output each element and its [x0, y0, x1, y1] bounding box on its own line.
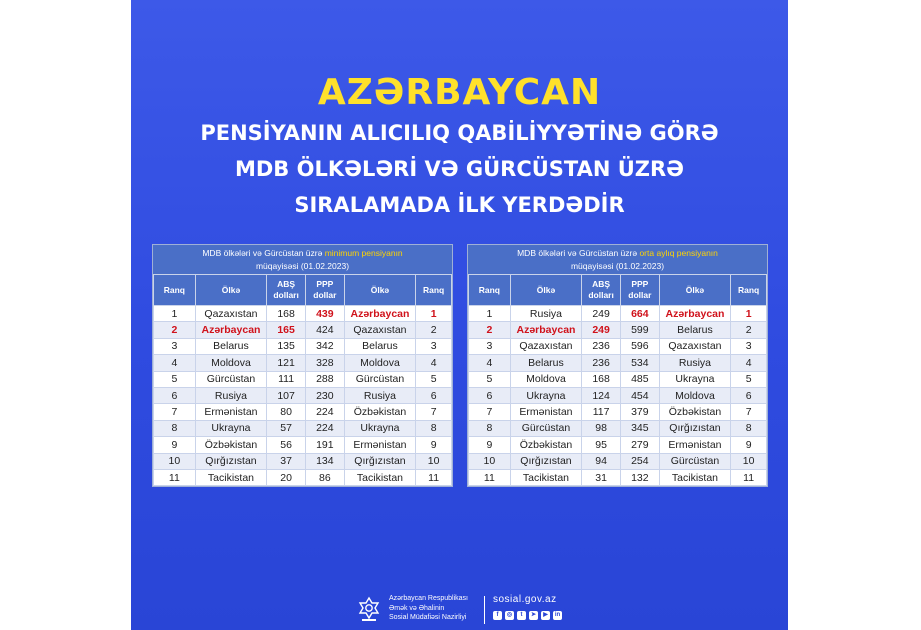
table-caption: [468, 245, 767, 274]
country-ppp-cell: Moldova: [344, 355, 416, 371]
ppp-cell: 342: [305, 338, 344, 354]
usd-cell: 95: [582, 437, 621, 453]
country-ppp-cell: Belarus: [344, 338, 416, 354]
usd-cell: 107: [267, 387, 306, 403]
col-rank: Ranq: [469, 275, 511, 306]
country-ppp-cell: Azərbaycan: [344, 306, 416, 322]
rank-ppp-cell: 3: [416, 338, 452, 354]
country-cell: Qazaxıstan: [510, 338, 582, 354]
country-ppp-cell: Gürcüstan: [659, 453, 731, 469]
ppp-cell: 599: [620, 322, 659, 338]
caption-text: MDB ölkələri və Gürcüstan üzrə: [202, 248, 325, 258]
ppp-cell: 485: [620, 371, 659, 387]
table-row: [154, 437, 452, 453]
country-cell: Ermənistan: [510, 404, 582, 420]
usd-cell: 168: [582, 371, 621, 387]
caption-text: MDB ölkələri və Gürcüstan üzrə: [517, 248, 640, 258]
rank-ppp-cell: 4: [416, 355, 452, 371]
country-ppp-cell: Qırğızıstan: [659, 420, 731, 436]
table-row: [154, 453, 452, 469]
country-cell: Qazaxıstan: [195, 306, 267, 322]
rank-cell: 3: [469, 338, 511, 354]
col-country-ppp: Ölkə: [659, 275, 731, 306]
country-cell: Azərbaycan: [510, 322, 582, 338]
table-row: [469, 371, 767, 387]
country-cell: Rusiya: [510, 306, 582, 322]
rank-cell: 10: [469, 453, 511, 469]
rank-cell: 11: [469, 469, 511, 485]
rank-ppp-cell: 2: [416, 322, 452, 338]
usd-cell: 57: [267, 420, 306, 436]
rank-cell: 9: [154, 437, 196, 453]
table-caption: [153, 245, 452, 274]
ppp-cell: 132: [620, 469, 659, 485]
rank-cell: 6: [154, 387, 196, 403]
ppp-cell: 224: [305, 404, 344, 420]
ppp-cell: 288: [305, 371, 344, 387]
ppp-cell: 596: [620, 338, 659, 354]
ppp-cell: 454: [620, 387, 659, 403]
table-row: [154, 404, 452, 420]
country-ppp-cell: Ukrayna: [344, 420, 416, 436]
col-country: Ölkə: [510, 275, 582, 306]
footer-divider: [484, 596, 485, 624]
social-links: [493, 611, 562, 620]
ppp-cell: 191: [305, 437, 344, 453]
table-row: [154, 469, 452, 485]
ppp-cell: 328: [305, 355, 344, 371]
ministry-name-line: Əmək və Əhalinin: [389, 604, 445, 612]
main-title: AZƏRBAYCAN: [317, 72, 602, 113]
table-body: [154, 306, 452, 486]
rank-cell: 2: [469, 322, 511, 338]
average-pension-table: [467, 244, 768, 487]
ministry-logo-icon: [357, 596, 381, 622]
table-row: [154, 322, 452, 338]
country-cell: Qırğızıstan: [195, 453, 267, 469]
rank-cell: 8: [469, 420, 511, 436]
col-country: Ölkə: [195, 275, 267, 306]
rank-ppp-cell: 11: [416, 469, 452, 485]
table-row: [469, 322, 767, 338]
rank-cell: 5: [469, 371, 511, 387]
footer: [131, 592, 788, 630]
rank-ppp-cell: 10: [416, 453, 452, 469]
country-ppp-cell: Özbəkistan: [659, 404, 731, 420]
col-country-ppp: Ölkə: [344, 275, 416, 306]
col-ppp: PPP dollar: [305, 275, 344, 306]
col-rank-ppp: Ranq: [416, 275, 452, 306]
header-row: [154, 275, 452, 306]
rank-cell: 1: [154, 306, 196, 322]
ppp-cell: 439: [305, 306, 344, 322]
ppp-cell: 254: [620, 453, 659, 469]
ministry-name: [389, 594, 468, 623]
usd-cell: 94: [582, 453, 621, 469]
rank-cell: 8: [154, 420, 196, 436]
table-row: [469, 387, 767, 403]
col-rank-ppp: Ranq: [731, 275, 767, 306]
col-ppp: PPP dollar: [620, 275, 659, 306]
country-ppp-cell: Tacikistan: [659, 469, 731, 485]
rank-cell: 3: [154, 338, 196, 354]
country-cell: Rusiya: [195, 387, 267, 403]
country-ppp-cell: Moldova: [659, 387, 731, 403]
subtitle-line-1: PENSİYANIN ALICILIQ QABİLİYYƏTİNƏ GÖRƏ: [200, 121, 719, 145]
country-ppp-cell: Gürcüstan: [344, 371, 416, 387]
col-rank: Ranq: [154, 275, 196, 306]
caption-date: müqayisəsi (01.02.2023): [570, 261, 665, 271]
country-cell: Moldova: [510, 371, 582, 387]
rank-cell: 6: [469, 387, 511, 403]
country-ppp-cell: Ermənistan: [344, 437, 416, 453]
linkedin-icon[interactable]: in: [554, 612, 561, 618]
website-link[interactable]: sosial.gov.az: [493, 594, 557, 605]
usd-cell: 31: [582, 469, 621, 485]
country-ppp-cell: Ukrayna: [659, 371, 731, 387]
rank-cell: 7: [469, 404, 511, 420]
rank-ppp-cell: 11: [731, 469, 767, 485]
usd-cell: 37: [267, 453, 306, 469]
table-row: [469, 453, 767, 469]
rank-ppp-cell: 8: [416, 420, 452, 436]
country-ppp-cell: Tacikistan: [344, 469, 416, 485]
ppp-cell: 534: [620, 355, 659, 371]
col-usd: ABŞ dolları: [582, 275, 621, 306]
country-ppp-cell: Özbəkistan: [344, 404, 416, 420]
usd-cell: 80: [267, 404, 306, 420]
col-usd: ABŞ dolları: [267, 275, 306, 306]
country-ppp-cell: Rusiya: [344, 387, 416, 403]
ppp-cell: 345: [620, 420, 659, 436]
usd-cell: 249: [582, 322, 621, 338]
table-row: [154, 306, 452, 322]
header-row: [469, 275, 767, 306]
usd-cell: 124: [582, 387, 621, 403]
youtube-icon[interactable]: ▶: [541, 611, 550, 620]
table-row: [469, 420, 767, 436]
table-row: [154, 387, 452, 403]
rank-cell: 5: [154, 371, 196, 387]
table-row: [469, 437, 767, 453]
rank-ppp-cell: 10: [731, 453, 767, 469]
subtitle-line-3: SIRALAMADA İLK YERDƏDİR: [294, 193, 625, 217]
rank-cell: 9: [469, 437, 511, 453]
rank-cell: 7: [154, 404, 196, 420]
caption-date: müqayisəsi (01.02.2023): [255, 261, 350, 271]
country-ppp-cell: Belarus: [659, 322, 731, 338]
rank-ppp-cell: 2: [731, 322, 767, 338]
rank-cell: 10: [154, 453, 196, 469]
rank-ppp-cell: 5: [416, 371, 452, 387]
country-cell: Tacikistan: [510, 469, 582, 485]
usd-cell: 168: [267, 306, 306, 322]
ministry-name-line: Sosial Müdafiəsi Nazirliyi: [389, 614, 467, 621]
rank-ppp-cell: 6: [731, 387, 767, 403]
country-cell: Belarus: [195, 338, 267, 354]
table-row: [154, 371, 452, 387]
country-cell: Ukrayna: [510, 387, 582, 403]
usd-cell: 56: [267, 437, 306, 453]
caption-highlight: minimum pensiyanın: [324, 248, 403, 258]
infographic-poster: [131, 0, 788, 630]
country-ppp-cell: Qırğızıstan: [344, 453, 416, 469]
minimum-pension-table: [152, 244, 453, 487]
instagram-icon[interactable]: ◎: [506, 612, 513, 618]
table-row: [469, 306, 767, 322]
usd-cell: 111: [267, 371, 306, 387]
table-row: [154, 338, 452, 354]
usd-cell: 98: [582, 420, 621, 436]
usd-cell: 165: [267, 322, 306, 338]
table-row: [469, 404, 767, 420]
rank-ppp-cell: 4: [731, 355, 767, 371]
country-cell: Ukrayna: [195, 420, 267, 436]
table-row: [469, 469, 767, 485]
ministry-name-line: Azərbaycan Respublikası: [389, 595, 468, 602]
country-cell: Belarus: [510, 355, 582, 371]
rank-ppp-cell: 3: [731, 338, 767, 354]
ppp-cell: 379: [620, 404, 659, 420]
usd-cell: 236: [582, 355, 621, 371]
country-cell: Tacikistan: [195, 469, 267, 485]
rank-ppp-cell: 1: [731, 306, 767, 322]
table-row: [154, 420, 452, 436]
country-ppp-cell: Qazaxıstan: [344, 322, 416, 338]
country-cell: Gürcüstan: [510, 420, 582, 436]
country-cell: Moldova: [195, 355, 267, 371]
country-ppp-cell: Rusiya: [659, 355, 731, 371]
ppp-cell: 279: [620, 437, 659, 453]
twitter-icon[interactable]: t: [517, 611, 526, 620]
country-cell: Özbəkistan: [195, 437, 267, 453]
ppp-cell: 664: [620, 306, 659, 322]
usd-cell: 20: [267, 469, 306, 485]
rank-ppp-cell: 7: [416, 404, 452, 420]
ppp-cell: 230: [305, 387, 344, 403]
usd-cell: 249: [582, 306, 621, 322]
data-table: [153, 274, 452, 486]
telegram-icon[interactable]: ➤: [530, 612, 537, 618]
usd-cell: 236: [582, 338, 621, 354]
rank-ppp-cell: 9: [416, 437, 452, 453]
rank-ppp-cell: 7: [731, 404, 767, 420]
country-ppp-cell: Ermənistan: [659, 437, 731, 453]
caption-highlight: orta aylıq pensiyanın: [639, 248, 718, 258]
country-cell: Özbəkistan: [510, 437, 582, 453]
country-cell: Qırğızıstan: [510, 453, 582, 469]
facebook-icon[interactable]: f: [493, 611, 502, 620]
rank-ppp-cell: 8: [731, 420, 767, 436]
ppp-cell: 134: [305, 453, 344, 469]
data-table: [468, 274, 767, 486]
table-row: [154, 355, 452, 371]
rank-cell: 2: [154, 322, 196, 338]
country-cell: Gürcüstan: [195, 371, 267, 387]
country-ppp-cell: Azərbaycan: [659, 306, 731, 322]
table-row: [469, 338, 767, 354]
ppp-cell: 86: [305, 469, 344, 485]
table-row: [469, 355, 767, 371]
rank-cell: 4: [469, 355, 511, 371]
rank-ppp-cell: 5: [731, 371, 767, 387]
usd-cell: 135: [267, 338, 306, 354]
ppp-cell: 424: [305, 322, 344, 338]
rank-cell: 4: [154, 355, 196, 371]
ppp-cell: 224: [305, 420, 344, 436]
rank-cell: 1: [469, 306, 511, 322]
usd-cell: 117: [582, 404, 621, 420]
rank-ppp-cell: 6: [416, 387, 452, 403]
country-cell: Ermənistan: [195, 404, 267, 420]
country-cell: Azərbaycan: [195, 322, 267, 338]
country-ppp-cell: Qazaxıstan: [659, 338, 731, 354]
table-body: [469, 306, 767, 486]
subtitle-line-2: MDB ÖLKƏLƏRİ VƏ GÜRCÜSTAN ÜZRƏ: [234, 157, 685, 181]
rank-ppp-cell: 1: [416, 306, 452, 322]
usd-cell: 121: [267, 355, 306, 371]
rank-cell: 11: [154, 469, 196, 485]
rank-ppp-cell: 9: [731, 437, 767, 453]
